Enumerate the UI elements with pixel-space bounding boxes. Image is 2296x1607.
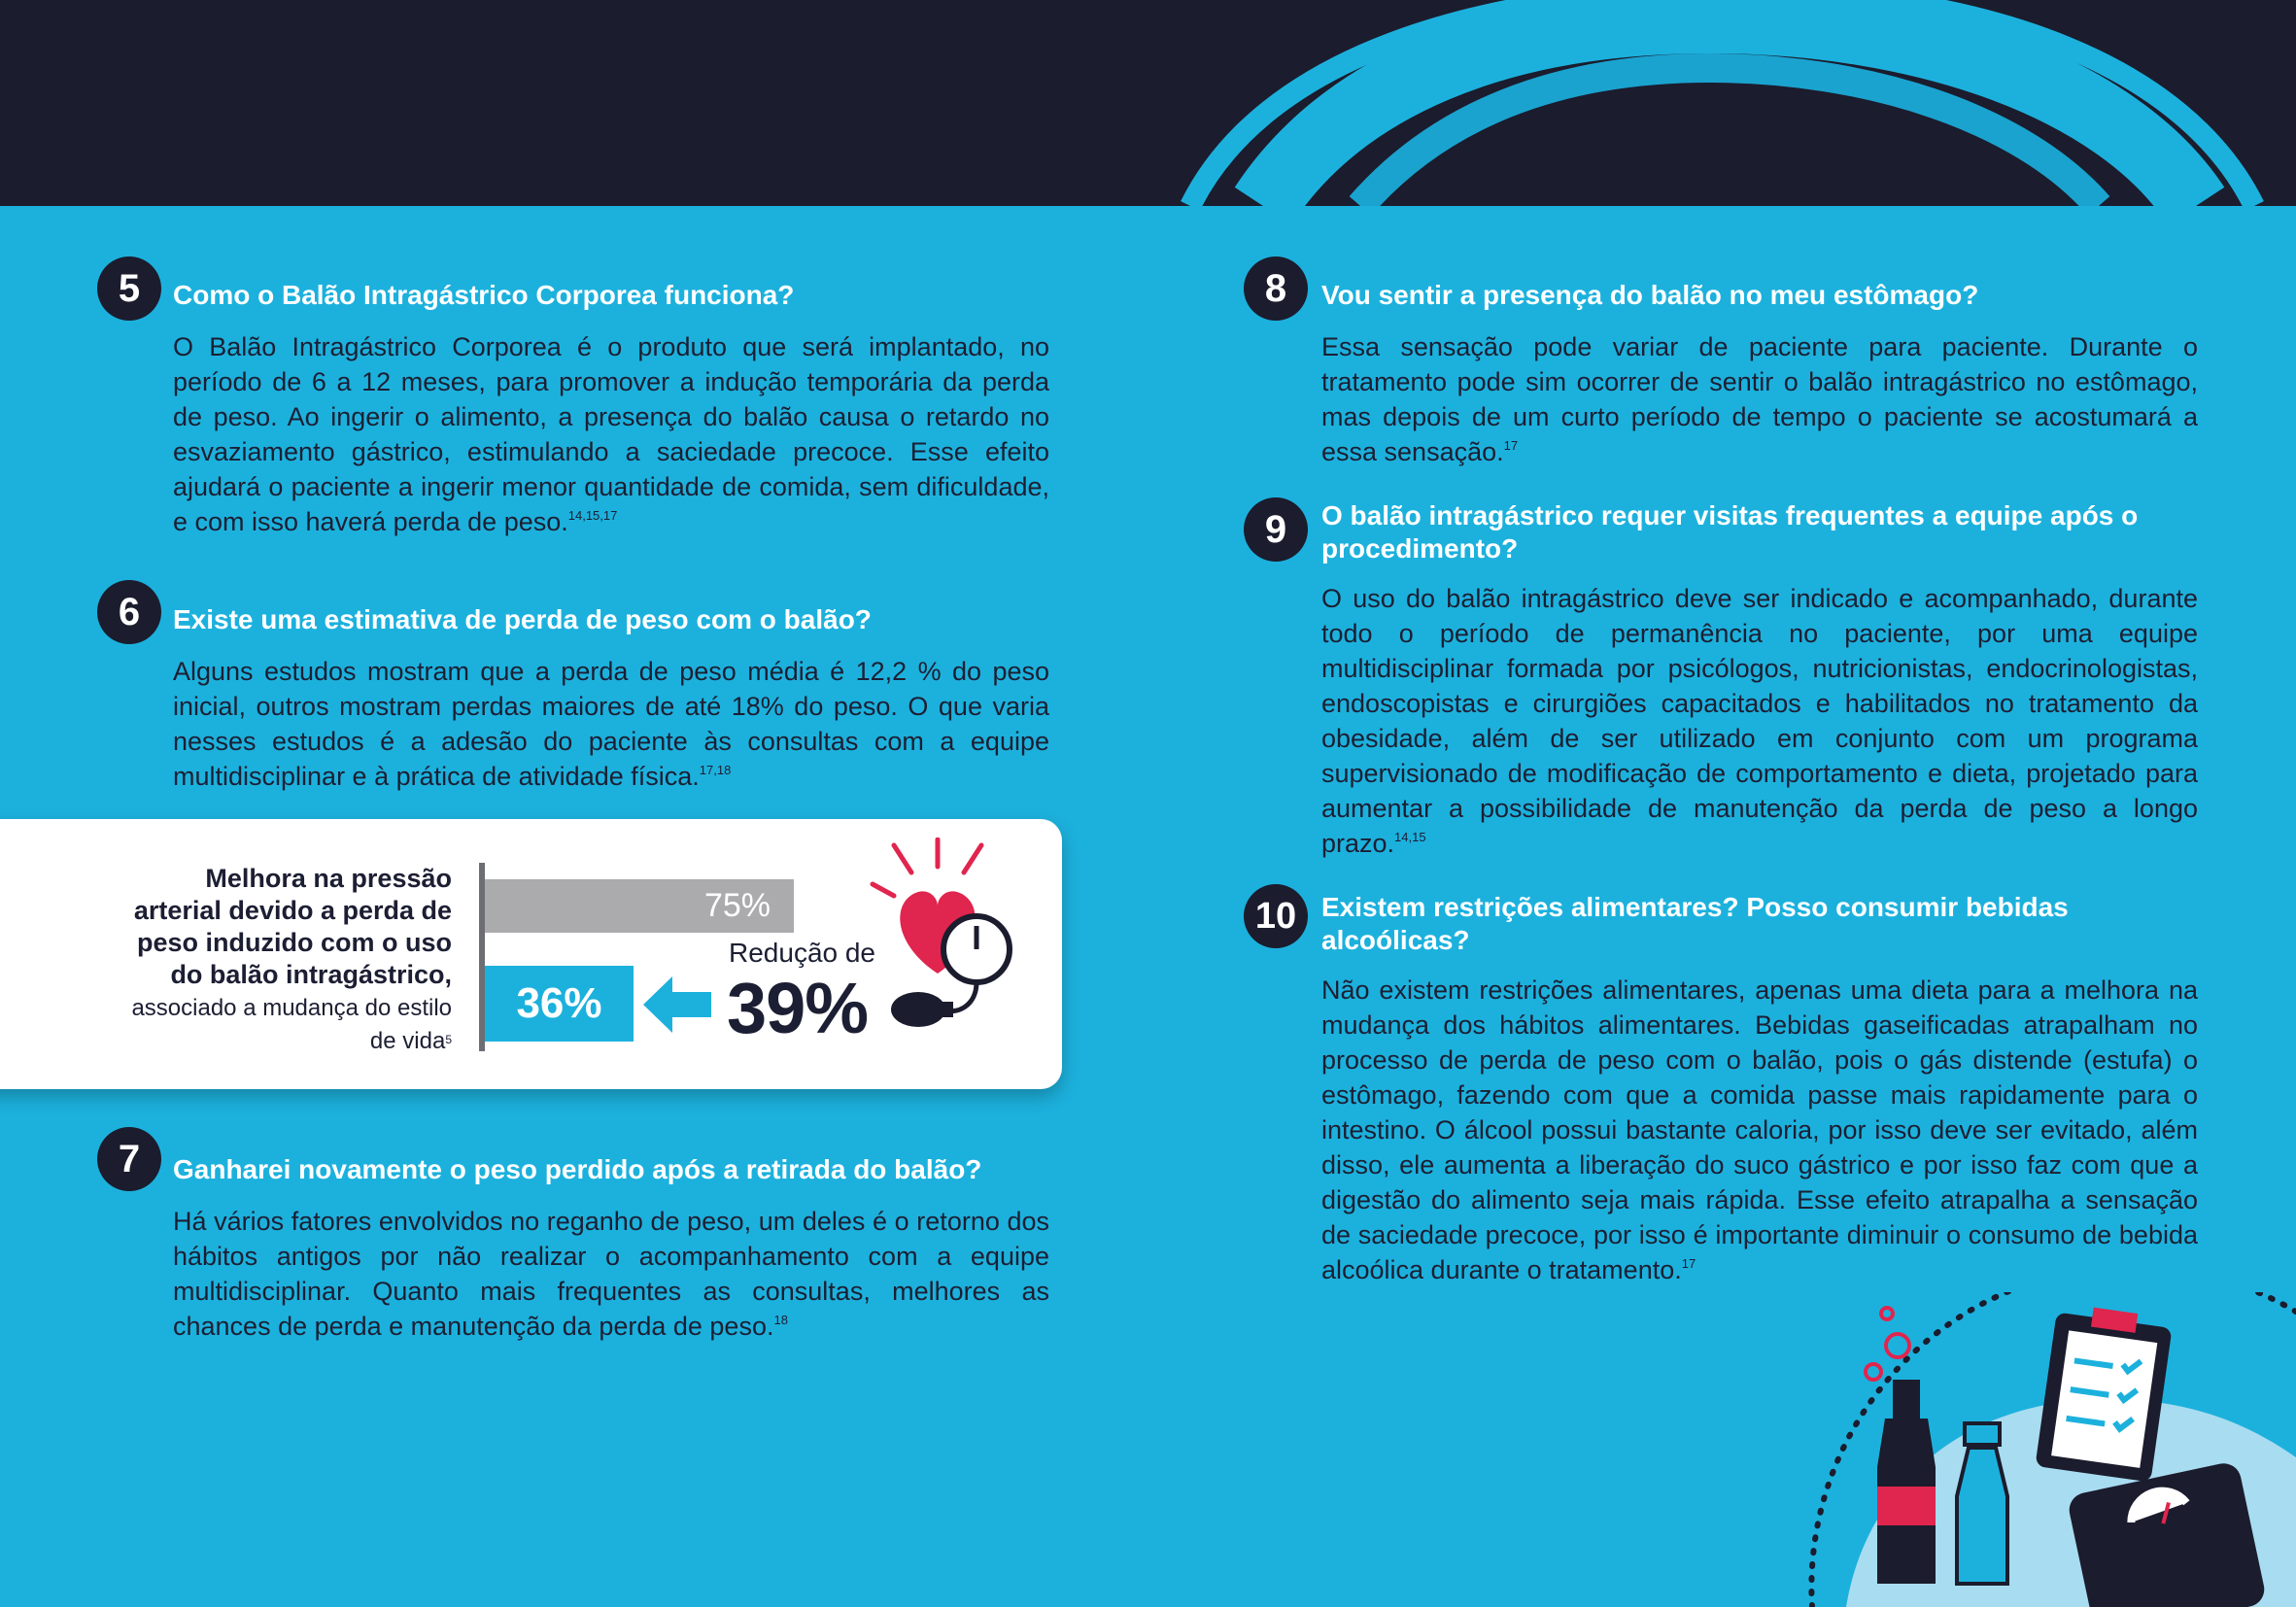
section-number-10: 10 [1244, 884, 1308, 948]
footnote-ref: 14,15 [1394, 830, 1426, 844]
footnote-ref: 17 [1681, 1256, 1696, 1271]
bar-before: 75% [485, 879, 794, 933]
section-body-10: Não existem restrições alimentares, apenas uma dieta para a melhora na mudança dos hábitos alimentares. Bebidas gaseificadas atrapalham no processo de perda de peso com o balão, pois o gás distende (estufa) o estômago, fazendo com que a comida passe mais rapidamente para o intestino. O álcool possui bastante caloria, por isso deve ser evitado, além disso, ele aumenta a liberação do suco gástrico e por isso faz com que a digestão do alimento seja mais rápida. Esse efeito atrapalha a sensação de saciedade precoce, por isso é importante diminuir o consumo de bebida alcoólica durante o tratamento.$^{17}$ [1321, 975, 2198, 1284]
top-banner [0, 0, 2296, 206]
decorative-arcs [0, 0, 2296, 206]
section-title-5: Como o Balão Intragástrico Corporea funciona? [173, 280, 795, 310]
section-number-7: 7 [97, 1127, 161, 1191]
footnote-ref: 18 [773, 1313, 788, 1327]
section-title-10: Existem restrições alimentares? Posso consumir bebidas alcoólicas? [1321, 892, 2069, 955]
clipboard-checklist-icon [2035, 1308, 2172, 1483]
section-title-6: Existe uma estimativa de perda de peso com o balão? [173, 604, 872, 634]
footnote-ref: 17 [1503, 438, 1519, 453]
section-body-9: O uso do balão intragástrico deve ser indicado e acompanhado, durante todo o período de permanência no paciente, por uma equipe multidisciplinar formada por psicólogos, nutricionistas, endocrinologistas, endoscopistas e cirurgiões capacitados e habilitados no tratamento da obesidade, além de ser utilizado em conjunto com um programa supervisionado de modificação de comportamento e dieta, projetado para aumentar a possibilidade de manutenção da perda de peso a longo prazo.$^{14,15}$ [1321, 584, 2198, 858]
footnote-ref: 17,18 [699, 763, 732, 777]
section-body-8: Essa sensação pode variar de paciente para paciente. Durante o tratamento pode sim ocorrer de sentir o balão intragástrico no estômago, mas depois de um curto período de tempo o paciente se acostumará a essa sensação.$^{17}$ [1321, 332, 2198, 466]
section-body-6: Alguns estudos mostram que a perda de peso média é 12,2 % do peso inicial, outros mostram perdas maiores de até 18% do peso. O que varia nesses estudos é a adesão do paciente às consultas com a equipe multidisciplinar e à prática de atividade física.$^{17,18}$ [173, 657, 1049, 791]
section-title-7: Ganharei novamente o peso perdido após a retirada do balão? [173, 1154, 982, 1184]
section-title-8: Vou sentir a presença do balão no meu estômago? [1321, 280, 1979, 310]
bar-after: 36% [485, 966, 634, 1042]
diet-illustration [1788, 1292, 2296, 1607]
blood-pressure-gauge-icon [889, 908, 1015, 1040]
reduction-value: 39% [727, 968, 869, 1048]
section-body-7: Há vários fatores envolvidos no reganho de peso, um deles é o retorno dos hábitos antigos por não realizar o acompanhamento com a equipe multidisciplinar. Quanto mais frequentes as consultas, melhores as chances de perda e manutenção da perda de peso.$^{18}$ [173, 1207, 1049, 1341]
section-number-8: 8 [1244, 256, 1308, 321]
footnote-ref: 14,15,17 [567, 508, 618, 523]
infographic-label: Melhora na pressão arterial devido a perda de peso induzido com o uso do balão intragástrico, associado a mudança do estilo de vida$^5$ [131, 864, 452, 1054]
section-number-5: 5 [97, 256, 161, 321]
bottle-icon [1877, 1380, 1936, 1584]
section-number-9: 9 [1244, 497, 1308, 562]
arrow-left-icon [643, 976, 711, 1033]
section-number-6: 6 [97, 580, 161, 644]
section-body-5: O Balão Intragástrico Corporea é o produto que será implantado, no período de 6 a 12 meses, para promover a indução temporária da perda de peso. Ao ingerir o alimento, a presença do balão causa o retardo no esvaziamento gástrico, estimulando a saciedade precoce. Esse efeito ajudará o paciente a ingerir menor quantidade de comida, sem dificuldade, e com isso haverá perda de peso.$^{14,15,17}$ [173, 332, 1049, 536]
section-title-9: O balão intragástrico requer visitas frequentes a equipe após o procedimento? [1321, 500, 2139, 564]
reduction-label: Redução de [729, 938, 876, 968]
